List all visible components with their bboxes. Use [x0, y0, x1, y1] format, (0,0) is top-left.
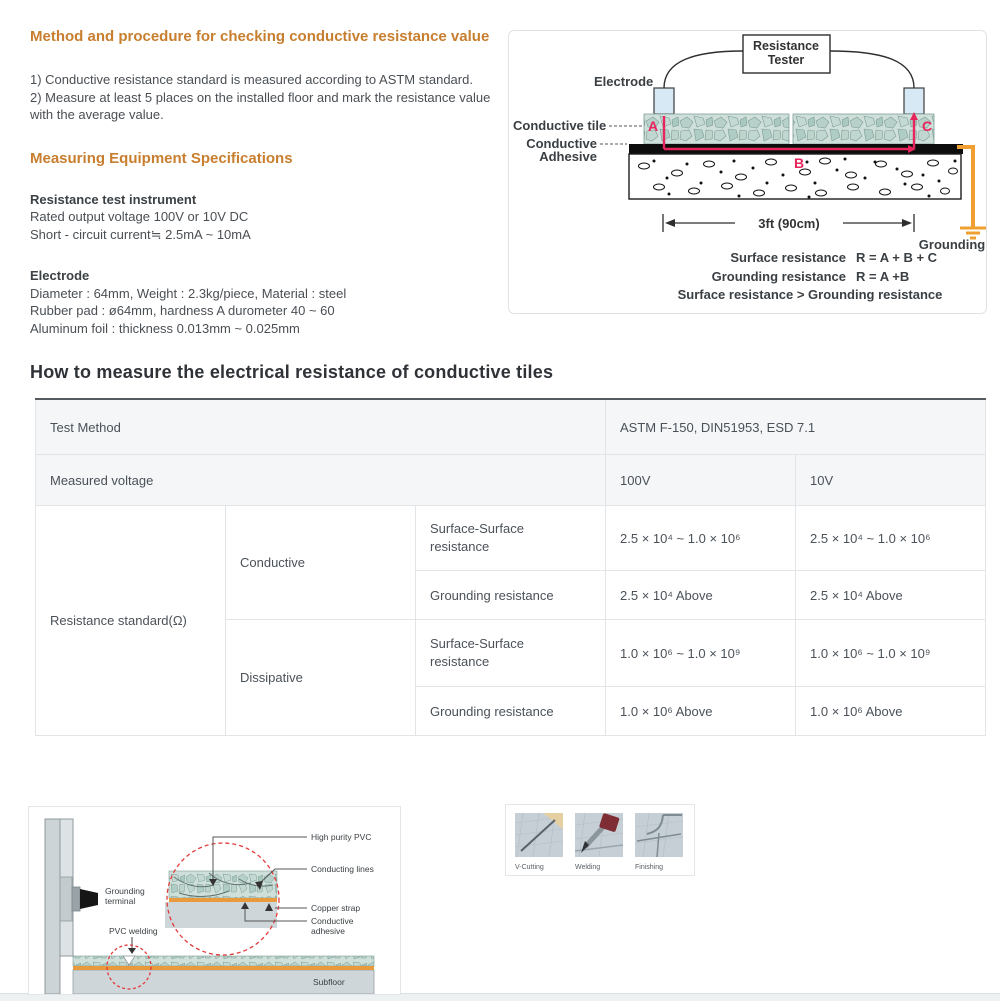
floor-assembly — [73, 956, 374, 994]
cell-conductive-grounding-label: Grounding resistance — [416, 571, 606, 620]
subfloor-label: Subfloor — [313, 977, 345, 987]
grounding-label: Grounding — [918, 237, 986, 252]
formulas — [678, 250, 943, 302]
electrode-right — [904, 88, 924, 114]
electrode-label: Electrode — [594, 74, 654, 89]
cell-dissipative-surface-label — [416, 620, 606, 687]
conductive-tiles — [644, 114, 934, 144]
electrode-line-1: Diameter : 64mm, Weight : 2.3kg/piece, Material : steel — [30, 285, 347, 301]
method-section-title: Method and procedure for checking conductive resistance value — [30, 28, 490, 45]
cell-voltage-10: 10V — [796, 455, 986, 506]
dimension-label: 3ft (90cm) — [758, 216, 820, 231]
grounding-terminal-icon — [80, 889, 98, 909]
cell-voltage-100: 100V — [606, 455, 796, 506]
cell-conductive-surface-10: 2.5 × 10⁴ ~ 1.0 × 10⁶ — [796, 506, 986, 571]
formula2-label: Grounding resistance — [711, 269, 846, 284]
dim-arrow-left — [665, 219, 675, 227]
finishing-image — [635, 813, 683, 857]
v-cutting-image — [515, 813, 563, 857]
welding-image — [575, 813, 623, 857]
instrument-line-2: Short - circuit current≒ 2.5mA ~ 10mA — [30, 226, 251, 242]
table-row — [36, 506, 986, 571]
cell-measured-voltage-label: Measured voltage — [36, 455, 606, 506]
resistance-table — [35, 398, 986, 736]
method-line-2: 2) Measure at least 5 places on the installed floor and mark the resistance value with the average value. — [30, 89, 491, 122]
thumb-caption: Welding — [575, 864, 601, 871]
method-text-column — [30, 28, 498, 337]
cell-conductive-grounding-10: 2.5 × 10⁴ Above — [796, 571, 986, 620]
electrode-line-3: Aluminum foil : thickness 0.013mm ~ 0.025mm — [30, 320, 300, 336]
instrument-line-1: Rated output voltage 100V or 10V DC — [30, 209, 249, 224]
equipment-section-title: Measuring Equipment Specifications — [30, 149, 293, 167]
tester-label-line1: Resistance — [752, 39, 820, 53]
cell-conductive-grounding-100: 2.5 × 10⁴ Above — [606, 571, 796, 620]
instrument-specs — [30, 191, 498, 244]
method-line-1: 1) Conductive resistance standard is measured according to ASTM standard. — [30, 72, 473, 87]
process-thumbnails — [505, 804, 695, 876]
copper-strap-label: Copper strap — [311, 903, 361, 913]
resistance-tester-box — [743, 35, 830, 73]
process-thumb-vcutting — [515, 813, 565, 871]
conductive-adhesive-label-2: adhesive — [311, 926, 346, 936]
cell-dissipative-grounding-10: 1.0 × 10⁶ Above — [796, 687, 986, 736]
installation-diagram-svg — [29, 807, 400, 994]
cell-conductive-surface-100: 2.5 × 10⁴ ~ 1.0 × 10⁶ — [606, 506, 796, 571]
table-row — [36, 399, 986, 455]
instrument-heading: Resistance test instrument — [30, 191, 197, 207]
dim-arrow-right — [902, 219, 912, 227]
formula1-value: R = A + B + C — [856, 250, 938, 265]
pvc-welding-arrow — [128, 948, 136, 954]
formula3: Surface resistance > Grounding resistance — [677, 287, 943, 302]
table-row — [36, 455, 986, 506]
point-b-label: B — [793, 155, 805, 171]
adhesive-label-line2: Adhesive — [539, 149, 597, 164]
cell-dissipative-grounding-100: 1.0 × 10⁶ Above — [606, 687, 796, 736]
cell-resistance-standard-label: Resistance standard(Ω) — [36, 506, 226, 736]
tester-label-line2: Tester — [767, 53, 805, 67]
process-thumb-welding — [575, 813, 625, 871]
high-purity-pvc-label: High purity PVC — [311, 832, 372, 842]
point-c-label: C — [921, 118, 933, 134]
adhesive-layer — [73, 966, 374, 970]
pvc-welding-label: PVC welding — [109, 926, 158, 936]
electrode-left — [654, 88, 674, 114]
cell-test-method-label: Test Method — [36, 399, 606, 455]
cell-dissipative-surface-10: 1.0 × 10⁶ ~ 1.0 × 10⁹ — [796, 620, 986, 687]
cell-conductive-label: Conductive — [226, 506, 416, 620]
cell-text: Surface-Surface resistance — [430, 636, 524, 669]
adhesive-label-line1: Conductive — [526, 136, 597, 151]
cell-test-method-value: ASTM F-150, DIN51953, ESD 7.1 — [606, 399, 986, 455]
grounding-terminal-label-2: terminal — [105, 896, 136, 906]
magnified-layers — [165, 843, 279, 955]
resistance-measurement-diagram — [508, 30, 987, 314]
point-a-label: A — [647, 118, 659, 134]
cell-text: Surface-Surface resistance — [430, 521, 524, 554]
cell-dissipative-label: Dissipative — [226, 620, 416, 736]
cell-conductive-surface-label — [416, 506, 606, 571]
formula2-value: R = A +B — [856, 269, 910, 284]
page-title: How to measure the electrical resistance of conductive tiles — [30, 362, 554, 382]
electrode-line-2: Rubber pad : ø64mm, hardness A durometer 40 ~ 60 — [30, 303, 335, 318]
grounding-terminal-label-1: Grounding — [105, 886, 145, 896]
resistance-diagram-svg — [509, 31, 986, 313]
conductive-tile-label: Conductive tile — [513, 118, 607, 133]
electrode-specs — [30, 267, 498, 337]
process-thumb-finishing — [635, 813, 685, 871]
conducting-lines-label: Conducting lines — [311, 864, 374, 874]
method-intro — [30, 71, 498, 124]
electrode-heading: Electrode — [30, 268, 90, 283]
formula1-label: Surface resistance — [730, 250, 846, 265]
thumb-caption: V-Cutting — [515, 864, 544, 871]
conductive-adhesive-label-1: Conductive — [311, 916, 354, 926]
thumb-caption: Finishing — [635, 864, 664, 871]
cell-dissipative-surface-100: 1.0 × 10⁶ ~ 1.0 × 10⁹ — [606, 620, 796, 687]
installation-cross-section-diagram — [28, 806, 401, 995]
cell-dissipative-grounding-label: Grounding resistance — [416, 687, 606, 736]
